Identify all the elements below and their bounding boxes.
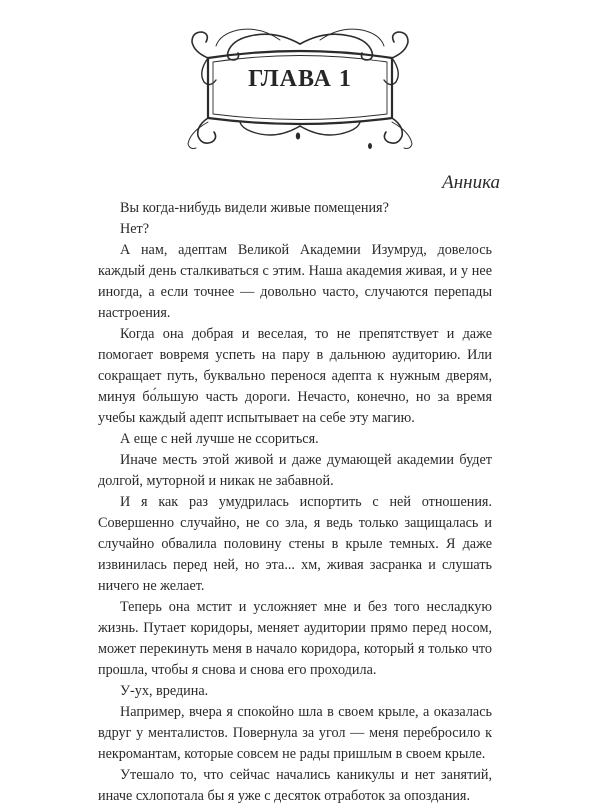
paragraph: А еще с ней лучше не ссориться. — [120, 431, 319, 447]
paragraph: И я как раз умудрилась испортить с ней отношения. Совершенно случайно, не со зла, я ведь только защищалась и случайно обвалила половину стены в крыле темных. Я даже извинилась перед ней, но эта... хм, живая засранка и слушать ничего не желает. — [98, 494, 492, 594]
paragraph: Теперь она мстит и усложняет мне и без того несладкую жизнь. Путает коридоры, меняет аудитории прямо перед носом, может перекинуть меня в начало коридора, который я только что прошла, чтобы я снова и снова его проходила. — [98, 599, 492, 678]
chapter-title: ГЛАВА 1 — [248, 66, 352, 92]
chapter-text — [98, 198, 492, 807]
paragraph: Например, вчера я спокойно шла в своем крыле, а оказалась вдруг у менталистов. Повернула за угол — меня перебросило к некромантам, которые совсем не рады пришлым в своем крыле. — [98, 704, 492, 762]
paragraph: Иначе месть этой живой и даже думающей академии будет долгой, муторной и никак не забавной. — [98, 452, 492, 489]
paragraph: У-ух, вредина. — [120, 683, 209, 699]
paragraph: А нам, адептам Великой Академии Изумруд, довелось каждый день сталкиваться с этим. Наша академия живая, и у нее иногда, а если точнее — довольно часто, случаются перепады настроения. — [98, 242, 492, 321]
paragraph: Утешало то, что сейчас начались каникулы и нет занятий, иначе схлопотала бы я уже с десяток отработок за опоздания. — [98, 767, 492, 804]
paragraph: Нет? — [120, 221, 150, 237]
paragraph: Вы когда-нибудь видели живые помещения? — [120, 200, 389, 216]
character-name: Анника — [442, 172, 500, 193]
paragraph: Когда она добрая и веселая, то не препятствует и даже помогает вовремя успеть на пару в дальнюю аудиторию. Или сокращает путь, буквально перенося адепта к нужным дверям, минуя бо́льшую часть дороги. Нечасто, конечно, но за время учебы каждый адепт испытывает на себе эту магию. — [98, 326, 492, 426]
